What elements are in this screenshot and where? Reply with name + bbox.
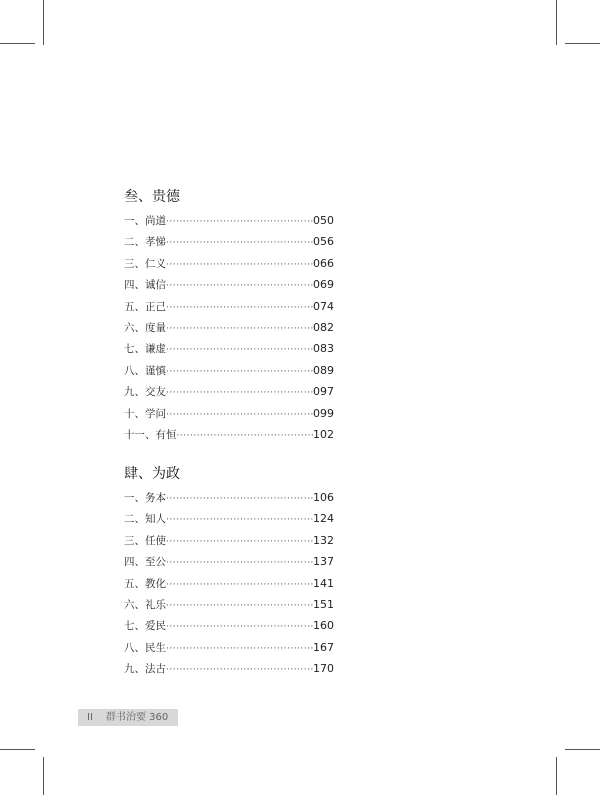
toc-entry[interactable]: [124, 296, 334, 317]
toc-entry[interactable]: [124, 360, 334, 381]
entry-page: 050: [313, 214, 334, 227]
entry-label: 四、诚信: [124, 279, 166, 292]
entry-page: 074: [313, 299, 334, 313]
crop-mark: [43, 0, 44, 45]
entry-label: 二、知人: [124, 513, 166, 526]
toc-entry[interactable]: [124, 508, 334, 529]
toc-entry[interactable]: [124, 338, 334, 359]
entry-label: 八、民生: [124, 641, 166, 654]
entry-label: 八、谨慎: [124, 364, 166, 377]
entry-page: 097: [313, 385, 334, 399]
dot-leader: [166, 212, 313, 233]
entry-page: 082: [313, 320, 334, 334]
toc-entry[interactable]: [124, 658, 334, 679]
toc-entry[interactable]: [124, 317, 334, 338]
dot-leader: [166, 553, 313, 574]
entry-label: 三、任使: [124, 534, 166, 547]
entry-page: 151: [313, 597, 334, 611]
dot-leader: [166, 362, 313, 383]
crop-mark: [565, 749, 600, 750]
dot-leader: [166, 617, 313, 638]
entry-label: 二、孝悌: [124, 236, 166, 249]
toc-entry[interactable]: [124, 637, 334, 658]
dot-leader: [166, 532, 313, 553]
footer-book-title: 群书治要 360: [106, 712, 169, 723]
dot-leader: [166, 405, 313, 426]
entry-page: 102: [313, 427, 334, 441]
toc-entry[interactable]: [124, 231, 334, 252]
toc-entry[interactable]: [124, 210, 334, 231]
dot-leader: [166, 255, 313, 276]
toc-entry[interactable]: [124, 487, 334, 508]
entry-page: 099: [313, 406, 334, 420]
dot-leader: [166, 660, 313, 681]
dot-leader: [166, 276, 313, 297]
entry-label: 九、交友: [124, 386, 166, 399]
dot-leader: [166, 319, 313, 340]
entry-page: 089: [313, 363, 334, 377]
crop-mark: [0, 749, 35, 750]
toc-entry[interactable]: [124, 381, 334, 402]
toc-entry[interactable]: [124, 551, 334, 572]
dot-leader: [166, 298, 313, 319]
section-title: 叁、贵德: [124, 189, 180, 205]
dot-leader: [166, 489, 313, 510]
dot-leader: [166, 340, 313, 361]
entry-page: 106: [313, 491, 334, 504]
dot-leader: [166, 383, 313, 404]
entry-page: 167: [313, 640, 334, 654]
entry-page: 083: [313, 342, 334, 356]
entry-page: 069: [313, 278, 334, 292]
entry-page: 141: [313, 576, 334, 590]
dot-leader: [166, 510, 313, 531]
entry-label: 七、爱民: [124, 620, 166, 633]
toc-section: [124, 464, 334, 680]
crop-mark: [43, 757, 44, 795]
entry-label: 七、谦虚: [124, 343, 166, 356]
footer-page-number: II: [87, 712, 93, 723]
crop-mark: [565, 43, 600, 44]
entry-label: 五、正己: [124, 300, 166, 313]
toc-entry[interactable]: [124, 615, 334, 636]
crop-mark: [556, 0, 557, 45]
entry-page: 056: [313, 235, 334, 249]
entry-page: 066: [313, 256, 334, 270]
entry-label: 一、务本: [124, 492, 166, 504]
toc-entry[interactable]: [124, 253, 334, 274]
entry-label: 三、仁义: [124, 257, 166, 270]
toc-entry[interactable]: [124, 594, 334, 615]
entry-label: 六、礼乐: [124, 598, 166, 611]
entry-label: 一、尚道: [124, 215, 166, 227]
page-footer: [78, 709, 178, 726]
dot-leader: [166, 596, 313, 617]
entry-page: 137: [313, 555, 334, 569]
entry-page: 170: [313, 662, 334, 676]
toc-entry[interactable]: [124, 424, 334, 445]
crop-mark: [0, 43, 35, 44]
toc-section: [124, 187, 334, 445]
section-title: 肆、为政: [124, 466, 180, 482]
dot-leader: [166, 233, 313, 254]
dot-leader: [166, 575, 313, 596]
dot-leader: [166, 639, 313, 660]
entry-page: 124: [313, 512, 334, 526]
toc-entry[interactable]: [124, 530, 334, 551]
dot-leader: [177, 426, 314, 447]
toc-entry[interactable]: [124, 403, 334, 424]
entry-label: 五、教化: [124, 577, 166, 590]
entry-label: 九、法古: [124, 663, 166, 676]
toc-entry[interactable]: [124, 274, 334, 295]
entry-page: 160: [313, 619, 334, 633]
entry-label: 十、学问: [124, 407, 166, 420]
entry-label: 十一、有恒: [124, 428, 177, 441]
entry-label: 四、至公: [124, 556, 166, 569]
toc-entry[interactable]: [124, 573, 334, 594]
entry-page: 132: [313, 533, 334, 547]
crop-mark: [556, 757, 557, 795]
entry-label: 六、度量: [124, 321, 166, 334]
